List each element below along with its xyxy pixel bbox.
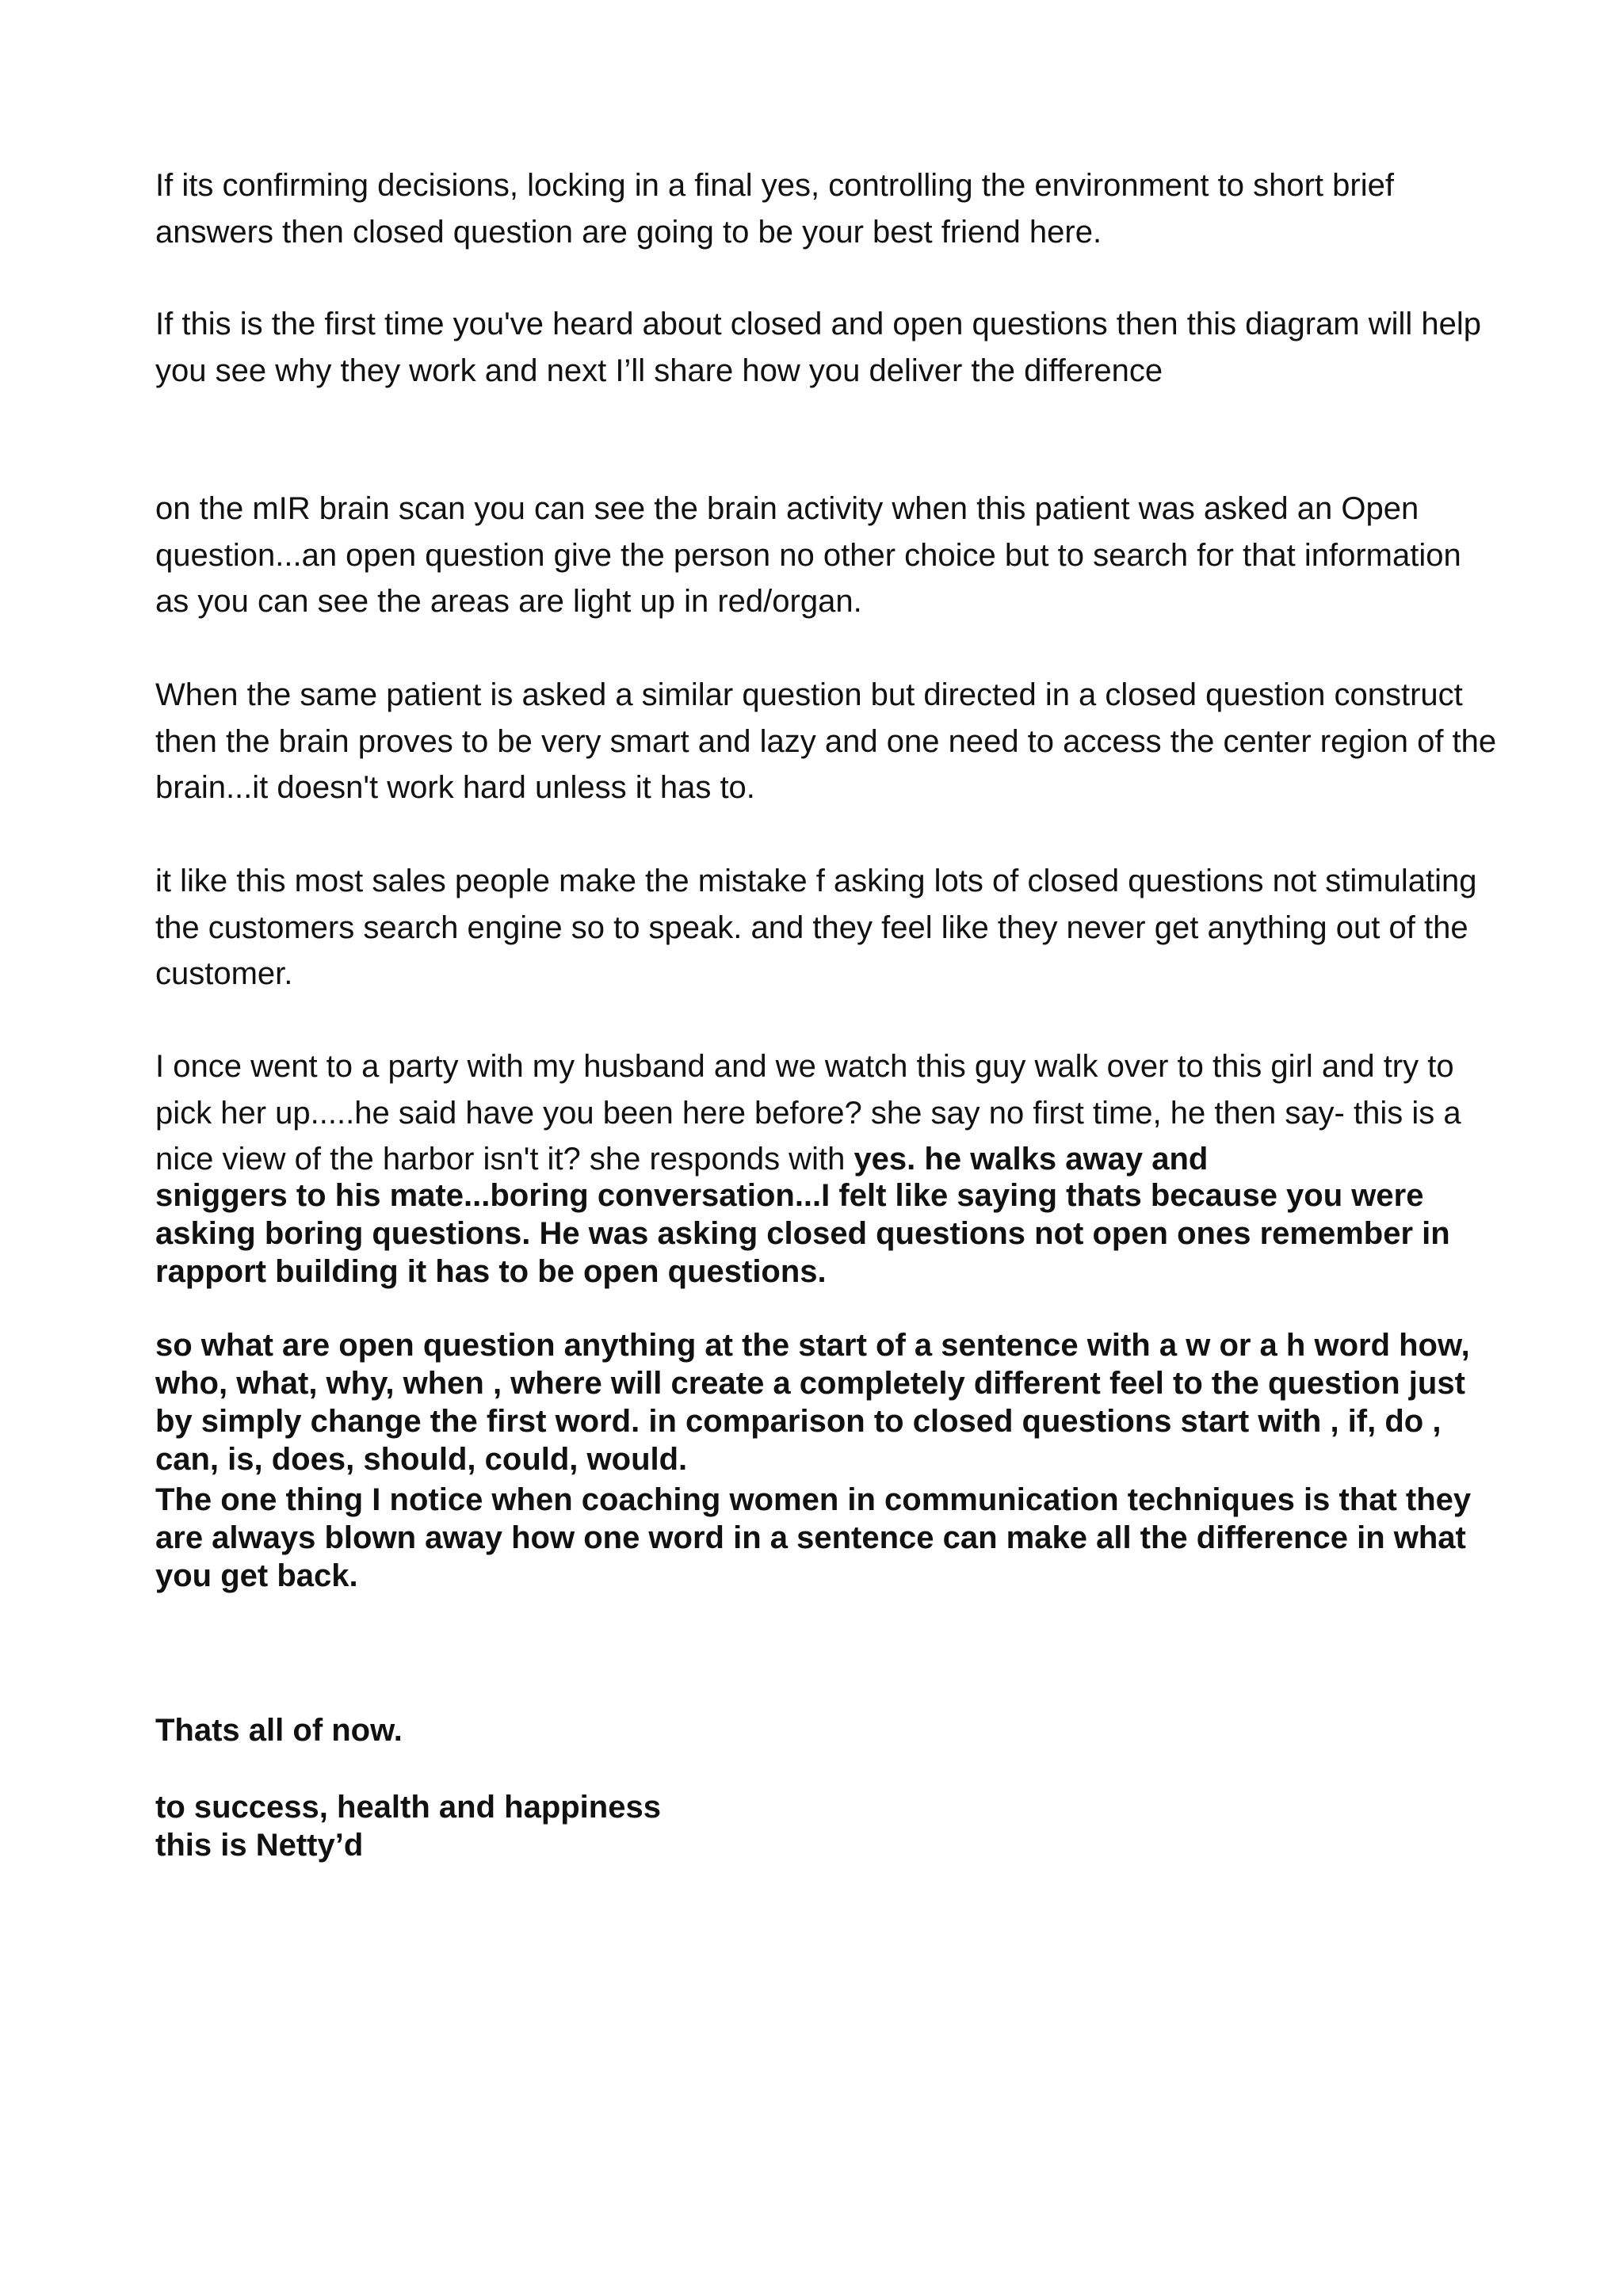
signature-line-1: to success, health and happiness — [155, 1790, 661, 1825]
paragraph-closing: Thats all of now. — [155, 1713, 403, 1748]
paragraph-brain-scan-closed: When the same patient is asked a similar question but directed in a closed question construct then the brain proves to be very smart and lazy and one need to access the center region of the brain...it doesn't work hard unless it has to. — [155, 677, 1497, 805]
paragraph-brain-scan-open: on the mIR brain scan you can see the brain activity when this patient was asked an Open question...an open question give the person no other choice but to search for that information as you can see the areas are light up in red/organ. — [155, 491, 1461, 619]
paragraph-sales-mistake: it like this most sales people make the mistake f asking lots of closed questions not stimulating the customers search engine so to speak. and they feel like they never get anything out of the customer. — [155, 864, 1477, 991]
party-story-bold-inline: yes. he walks away and — [854, 1142, 1209, 1177]
signature-block — [155, 1788, 1503, 1864]
paragraph-coaching-women: The one thing I notice when coaching women in communication techniques is that they are always blown away how one word in a sentence can make all the difference in what you get back. — [155, 1482, 1472, 1593]
party-story-bold-rest: sniggers to his mate...boring conversation...I felt like saying thats because you were asking boring questions. He was asking closed questions not open ones remember in rapport building it has to be open questions. — [155, 1177, 1450, 1289]
paragraph-diagram-intro: If this is the first time you've heard about closed and open questions then this diagram will help you see why they work and next I’ll share how you deliver the difference — [155, 307, 1482, 388]
paragraph-closed-questions-intro: If its confirming decisions, locking in a final yes, controlling the environment to short brief answers then closed question are going to be your best friend here. — [155, 168, 1394, 250]
signature-line-2: this is Netty’d — [155, 1828, 364, 1863]
party-story-plain-text: I once went to a party with my husband and we watch this guy walk over to this girl and try to pick her up.....he said have you been here before? she say no first time, he then say- this is a nice view of the harbor isn't it? she responds with — [155, 1049, 1461, 1177]
paragraph-party-story — [155, 1043, 1503, 1291]
paragraph-open-question-words: so what are open question anything at the start of a sentence with a w or a h word how, who, what, why, when , where will create a completely different feel to the question just by simply change the first word. in comparison to closed questions start with , if, do , can, is, does, should, could, would. — [155, 1328, 1470, 1477]
